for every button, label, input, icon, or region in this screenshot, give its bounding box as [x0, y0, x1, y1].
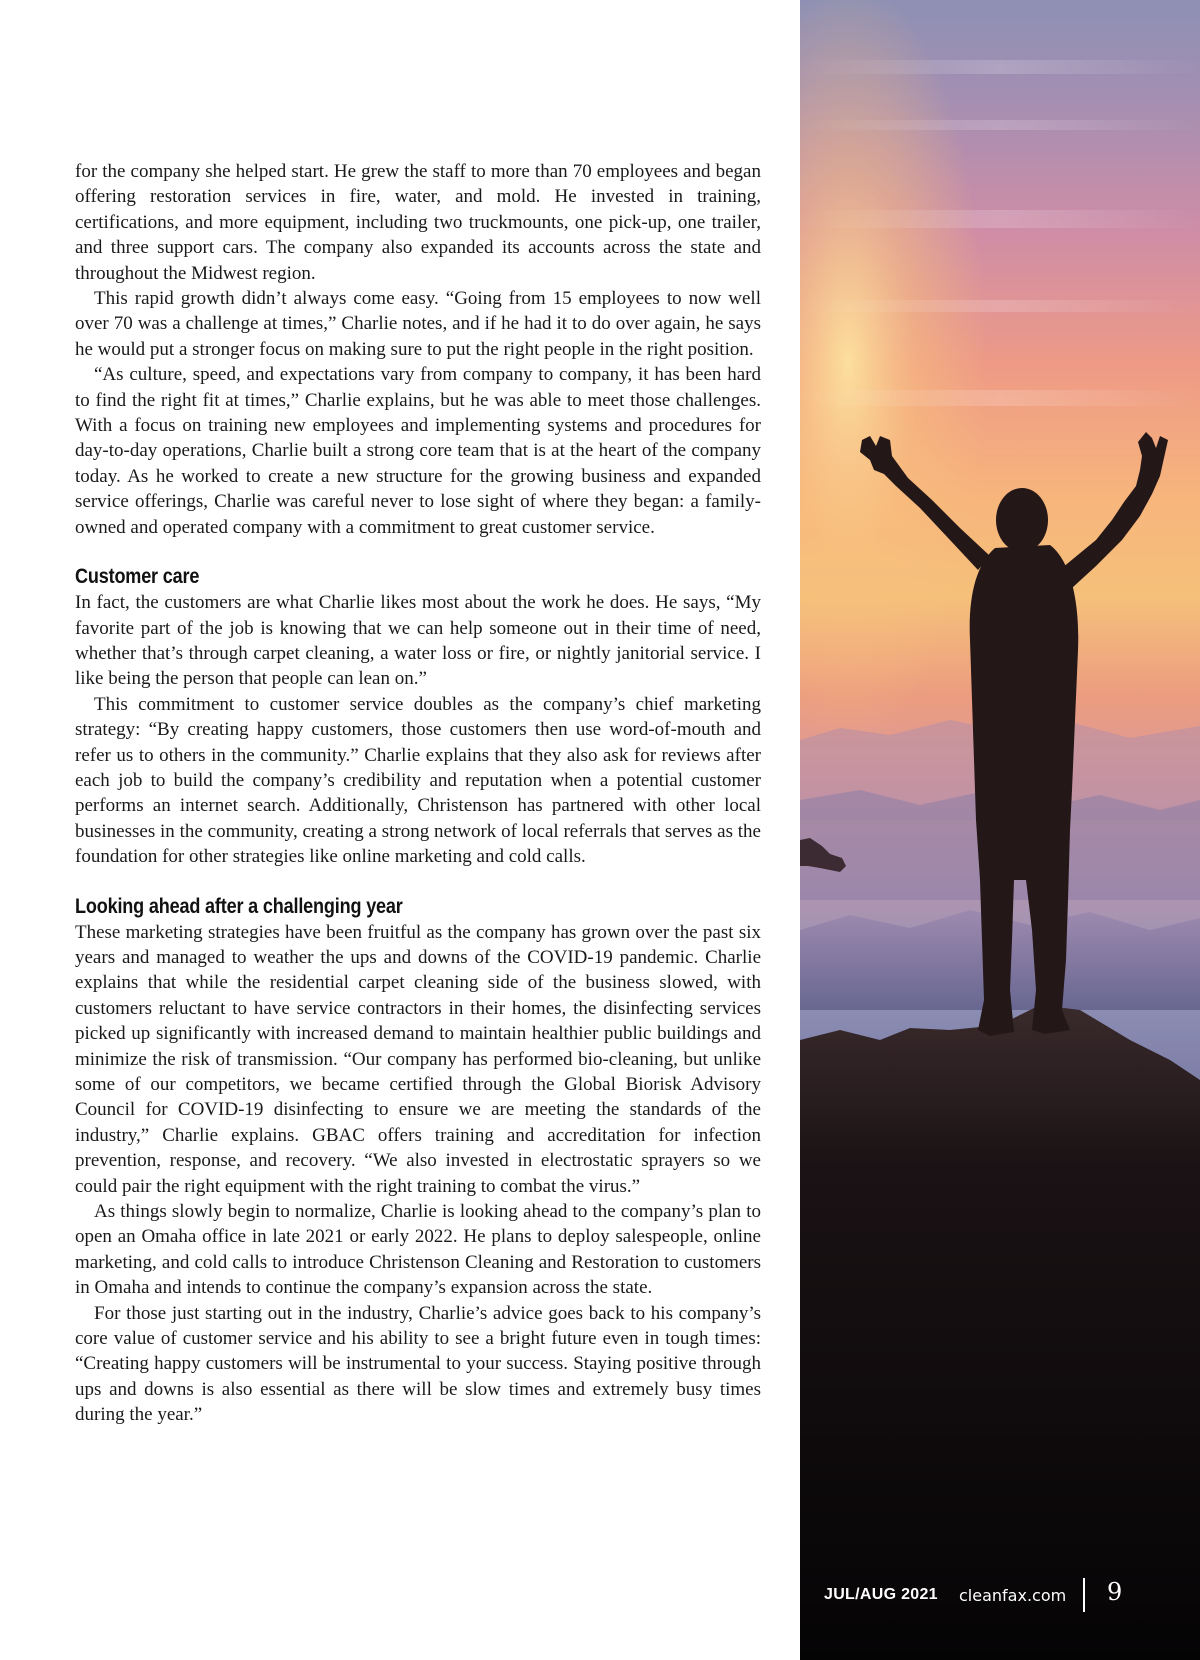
section-heading-looking-ahead: Looking ahead after a challenging year — [75, 894, 403, 918]
website-url: cleanfax.com — [959, 1586, 1067, 1605]
sunset-photo — [800, 0, 1200, 1660]
article-paragraph: For those just starting out in the industry, Charlie’s advice goes back to his company’s core value of customer service and his ability to see a bright future even in tough times: “Creating happy customers will be instrumental to your success. Staying positive through ups and downs is also essential as there will be slow times and extremely busy times during the year.” — [75, 1302, 761, 1426]
page-footer — [800, 1578, 1200, 1618]
article-paragraph: This commitment to customer service doubles as the company’s chief marketing strategy: “By creating happy customers, those customers then use word-of-mouth and refer us to others in the community.” Charlie explains that they also ask for reviews after each job to build the company’s credibility and reputation when a potential customer performs an internet search. Additionally, Christenson has partnered with other local businesses in the community, creating a strong network of local referrals that serves as the foundation for other strategies like online marketing and cold calls. — [75, 693, 761, 868]
footer-divider — [1083, 1578, 1085, 1612]
page-number: 9 — [1107, 1578, 1123, 1606]
article-paragraph: As things slowly begin to normalize, Charlie is looking ahead to the company’s plan to open an Omaha office in late 2021 or early 2022. He plans to deploy salespeople, online marketing, and cold calls to introduce Christenson Cleaning and Restoration to customers in Omaha and intends to continue the company’s expansion across the state. — [75, 1201, 761, 1299]
article-paragraph: This rapid growth didn’t always come easy. “Going from 15 employees to now well over 70 was a challenge at times,” Charlie notes, and if he had it to do over again, he says he would put a stronger focus on making sure to put the right people in the right position. — [75, 288, 761, 360]
section-heading-customer-care: Customer care — [75, 565, 200, 589]
article-paragraph: for the company she helped start. He grew the staff to more than 70 employees and began offering restoration services in fire, water, and mold. He invested in training, certifications, and more equipment, including two truckmounts, one pick-up, one trailer, and three support cars. The company also expanded its accounts across the state and throughout the Midwest region. — [75, 161, 761, 284]
article-paragraph: “As culture, speed, and expectations vary from company to company, it has been hard to find the right fit at times,” Charlie explains, but he was able to meet those challenges. With a focus on training new employees and implementing systems and procedures for day-to-day operations, Charlie built a strong core team that is at the heart of the company today. As he worked to create a new structure for the growing business and expanded service offerings, Charlie was careful never to lose sight of where they began: a family-owned and operated company with a commitment to great customer service. — [75, 364, 761, 538]
issue-date: JUL/AUG 2021 — [824, 1586, 938, 1603]
article-body — [75, 159, 761, 1428]
article-paragraph: These marketing strategies have been fruitful as the company has grown over the past six years and managed to weather the ups and downs of the COVID-19 pandemic. Charlie explains that while the residential carpet cleaning side of the business slowed, with customers reluctant to have service contractors in their homes, the disinfecting services picked up significantly with increased demand to maintain healthier public buildings and minimize the risk of transmission. “Our company has performed bio-cleaning, but unlike some of our competitors, we became certified through the Global Biorisk Advisory Council for COVID-19 disinfecting to ensure we are meeting the standards of the industry,” Charlie explains. GBAC offers training and accreditation for infection prevention, response, and recovery. “We also invested in electrostatic sprayers so we could pair the right equipment with the right training to combat the virus.” — [75, 921, 761, 1197]
article-paragraph: In fact, the customers are what Charlie likes most about the work he does. He says, “My favorite part of the job is knowing that we can help someone out in their time of need, whether that’s through carpet cleaning, a water loss or fire, or nightly janitorial service. I like being the person that people can lean on.” — [75, 592, 761, 690]
